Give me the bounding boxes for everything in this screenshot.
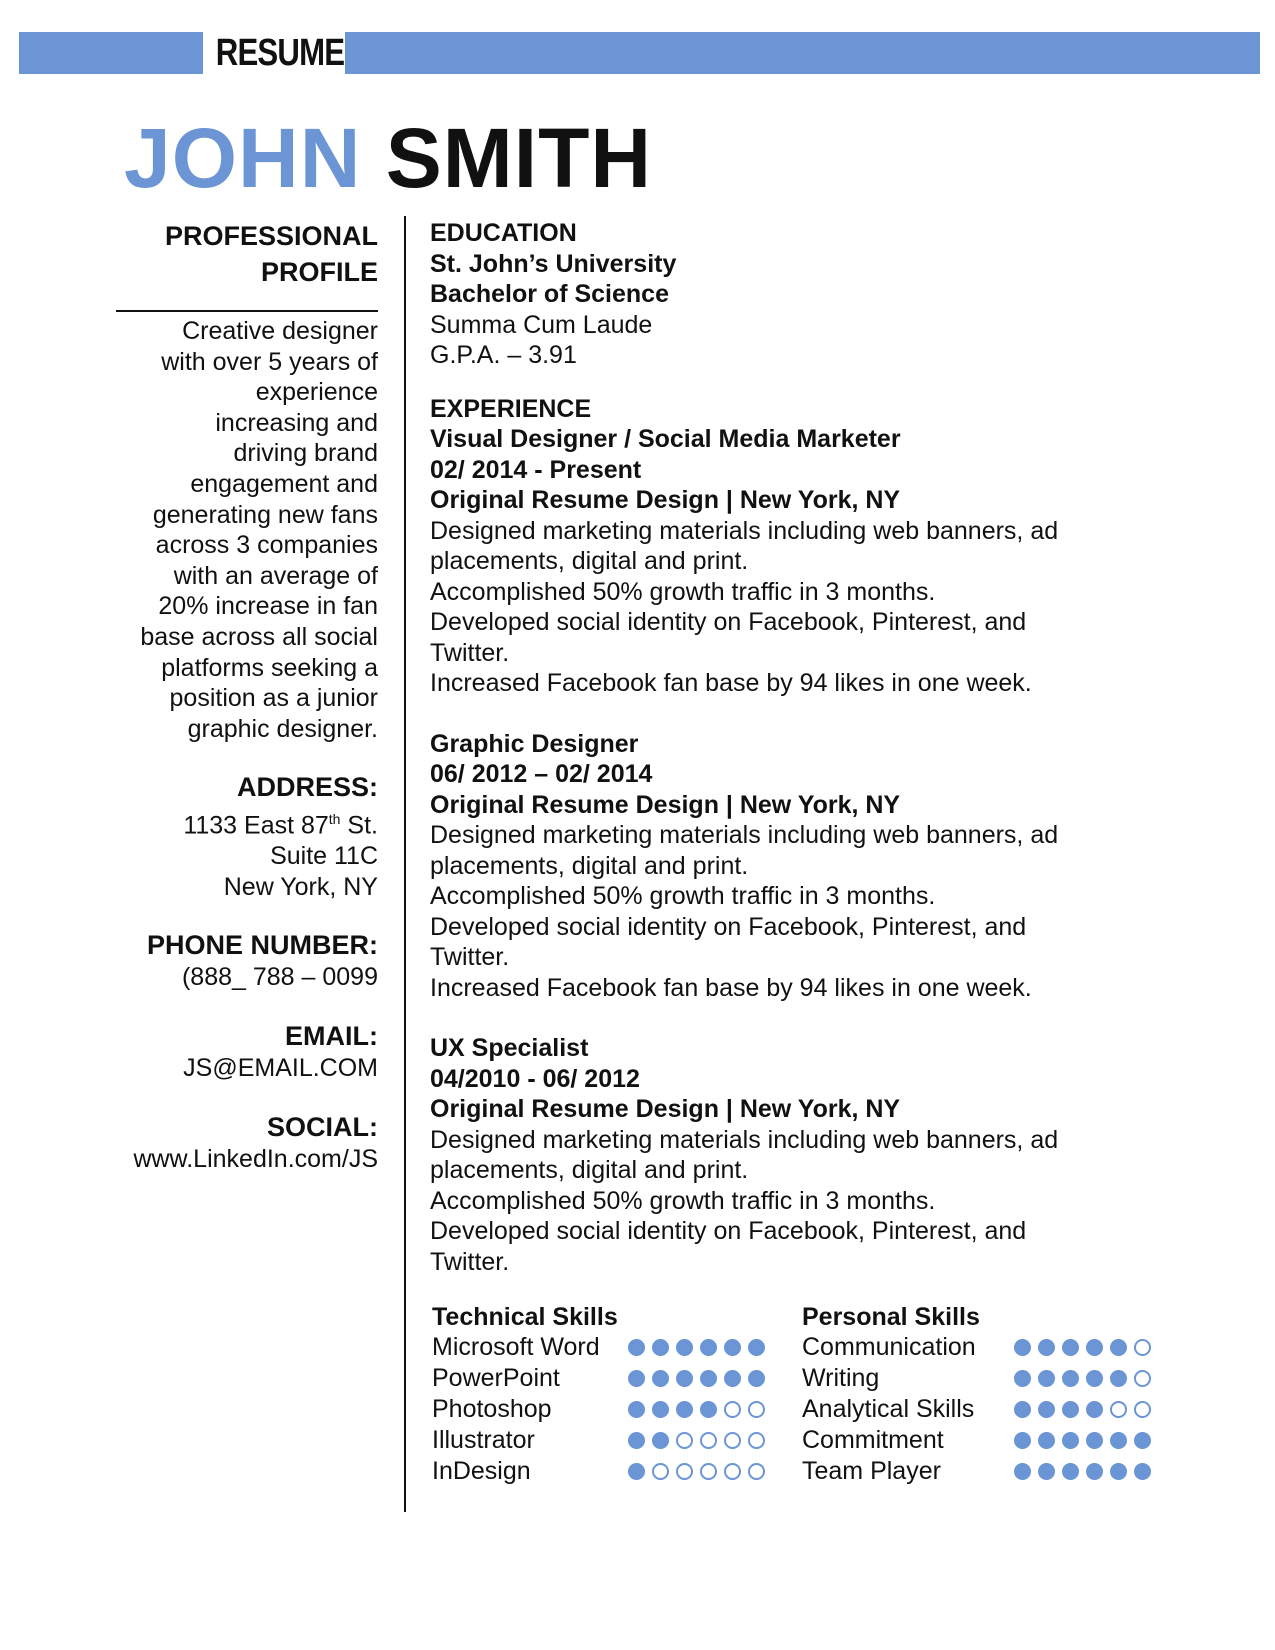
email-block bbox=[100, 1019, 378, 1084]
rating-dot-filled bbox=[700, 1339, 717, 1356]
rating-dot-empty bbox=[700, 1432, 717, 1449]
technical-skills-heading: Technical Skills bbox=[432, 1303, 618, 1331]
rating-dot-filled bbox=[1062, 1463, 1079, 1480]
job-detail-line: Designed marketing materials including web banners, ad bbox=[430, 1125, 1059, 1154]
phone-block bbox=[100, 928, 378, 993]
profile-line: with over 5 years of bbox=[161, 347, 378, 376]
skill-name: InDesign bbox=[432, 1457, 531, 1485]
rating-dot-empty bbox=[748, 1432, 765, 1449]
job-detail-line: Twitter. bbox=[430, 638, 510, 667]
profile-line: Creative designer bbox=[182, 317, 378, 345]
personal-skills-heading: Personal Skills bbox=[802, 1303, 980, 1331]
profile-heading bbox=[100, 218, 378, 290]
rating-dot-filled bbox=[1110, 1339, 1127, 1356]
rating-dot-filled bbox=[676, 1401, 693, 1418]
last-name: SMITH bbox=[385, 111, 653, 205]
job-company: Original Resume Design | New York, NY bbox=[430, 1095, 901, 1123]
profile-line: base across all social bbox=[140, 622, 378, 651]
skill-rating bbox=[628, 1432, 772, 1449]
address-heading: ADDRESS: bbox=[236, 772, 378, 803]
job-detail-line: placements, digital and print. bbox=[430, 1156, 749, 1184]
skill-rating bbox=[628, 1339, 772, 1356]
education-school: St. John’s University bbox=[430, 249, 677, 278]
rating-dot-filled bbox=[1014, 1370, 1031, 1387]
address-line: New York, NY bbox=[223, 872, 378, 901]
job-detail-line: Increased Facebook fan base by 94 likes in one week. bbox=[430, 973, 1032, 1002]
skill-name: Microsoft Word bbox=[432, 1333, 600, 1361]
rating-dot-filled bbox=[628, 1339, 645, 1356]
rating-dot-filled bbox=[724, 1370, 741, 1387]
rating-dot-filled bbox=[652, 1339, 669, 1356]
rating-dot-filled bbox=[628, 1401, 645, 1418]
phone-heading: PHONE NUMBER: bbox=[146, 930, 378, 961]
rating-dot-filled bbox=[1014, 1432, 1031, 1449]
rating-dot-filled bbox=[1086, 1432, 1103, 1449]
main-content bbox=[430, 218, 1250, 1277]
job-detail-line: Developed social identity on Facebook, Pinterest, and bbox=[430, 912, 1027, 941]
education-honors: Summa Cum Laude bbox=[430, 310, 653, 339]
technical-skills bbox=[432, 1302, 792, 1487]
job-detail-line: Designed marketing materials including web banners, ad bbox=[430, 516, 1059, 545]
job-detail-line: placements, digital and print. bbox=[430, 547, 749, 575]
skill-row bbox=[802, 1394, 1182, 1425]
skill-row bbox=[802, 1363, 1182, 1394]
job-entry bbox=[430, 729, 1250, 1004]
job-detail-line: Developed social identity on Facebook, Pinterest, and bbox=[430, 1217, 1027, 1245]
skill-row bbox=[432, 1363, 792, 1394]
profile-text bbox=[100, 316, 378, 744]
job-detail-line: Twitter. bbox=[430, 943, 510, 971]
job-detail-line: placements, digital and print. bbox=[430, 851, 749, 880]
address-block bbox=[100, 770, 378, 902]
social-block bbox=[100, 1110, 378, 1175]
skill-row bbox=[432, 1425, 792, 1456]
rating-dot-empty bbox=[1110, 1401, 1127, 1418]
job-dates: 02/ 2014 - Present bbox=[430, 455, 642, 484]
skill-name: Photoshop bbox=[432, 1395, 552, 1423]
skill-rating bbox=[628, 1401, 772, 1418]
job-detail-line: Increased Facebook fan base by 94 likes in one week. bbox=[430, 669, 1032, 697]
skill-row bbox=[432, 1332, 792, 1363]
rating-dot-empty bbox=[676, 1432, 693, 1449]
resume-label: RESUME bbox=[215, 32, 345, 74]
rating-dot-empty bbox=[724, 1401, 741, 1418]
rating-dot-empty bbox=[652, 1463, 669, 1480]
profile-line: position as a junior bbox=[169, 684, 378, 713]
job-detail-line: Designed marketing materials including web banners, ad bbox=[430, 821, 1059, 849]
job-company: Original Resume Design | New York, NY bbox=[430, 486, 901, 514]
rating-dot-filled bbox=[1038, 1463, 1055, 1480]
rating-dot-filled bbox=[1086, 1339, 1103, 1356]
rating-dot-filled bbox=[748, 1339, 765, 1356]
email-address[interactable]: JS@EMAIL.COM bbox=[183, 1054, 378, 1083]
rating-dot-filled bbox=[1134, 1432, 1151, 1449]
skill-rating bbox=[1014, 1370, 1158, 1387]
header-bar-right bbox=[345, 32, 1260, 74]
candidate-name bbox=[124, 108, 652, 208]
skill-row bbox=[432, 1394, 792, 1425]
rating-dot-filled bbox=[1062, 1401, 1079, 1418]
profile-line: engagement and bbox=[190, 469, 378, 498]
job-detail-line: Accomplished 50% growth traffic in 3 months. bbox=[430, 882, 936, 910]
skill-name: PowerPoint bbox=[432, 1364, 560, 1392]
job-entry bbox=[430, 1033, 1250, 1277]
column-divider bbox=[404, 216, 406, 1512]
rating-dot-filled bbox=[1014, 1463, 1031, 1480]
rating-dot-filled bbox=[652, 1401, 669, 1418]
rating-dot-filled bbox=[1110, 1463, 1127, 1480]
address-line: Suite 11C bbox=[270, 842, 378, 871]
social-link[interactable]: www.LinkedIn.com/JS bbox=[133, 1144, 378, 1173]
job-detail-line: Twitter. bbox=[430, 1247, 510, 1276]
rating-dot-filled bbox=[1134, 1463, 1151, 1480]
profile-line: platforms seeking a bbox=[161, 653, 378, 682]
skill-name: Analytical Skills bbox=[802, 1395, 975, 1423]
rating-dot-filled bbox=[700, 1401, 717, 1418]
rating-dot-filled bbox=[1062, 1432, 1079, 1449]
rating-dot-filled bbox=[1062, 1339, 1079, 1356]
profile-heading-line: PROFILE bbox=[260, 257, 378, 287]
education-heading: EDUCATION bbox=[430, 219, 577, 247]
profile-line: 20% increase in fan bbox=[158, 592, 378, 621]
profile-rule bbox=[116, 310, 378, 312]
rating-dot-filled bbox=[1110, 1432, 1127, 1449]
profile-line: driving brand bbox=[233, 439, 378, 468]
rating-dot-filled bbox=[1062, 1370, 1079, 1387]
experience-section bbox=[430, 394, 1250, 1278]
profile-line: experience bbox=[255, 378, 378, 407]
rating-dot-empty bbox=[724, 1463, 741, 1480]
rating-dot-empty bbox=[748, 1463, 765, 1480]
rating-dot-empty bbox=[1134, 1339, 1151, 1356]
rating-dot-filled bbox=[628, 1432, 645, 1449]
rating-dot-empty bbox=[1134, 1370, 1151, 1387]
job-dates: 06/ 2012 – 02/ 2014 bbox=[430, 760, 653, 788]
profile-line: generating new fans bbox=[152, 500, 378, 529]
social-heading: SOCIAL: bbox=[267, 1111, 378, 1142]
rating-dot-filled bbox=[676, 1370, 693, 1387]
rating-dot-filled bbox=[1086, 1370, 1103, 1387]
profile-heading-line: PROFESSIONAL bbox=[164, 221, 378, 251]
rating-dot-filled bbox=[1038, 1339, 1055, 1356]
personal-skills bbox=[802, 1302, 1182, 1487]
skill-name: Writing bbox=[802, 1364, 880, 1392]
rating-dot-filled bbox=[652, 1432, 669, 1449]
rating-dot-filled bbox=[1014, 1339, 1031, 1356]
rating-dot-filled bbox=[1014, 1401, 1031, 1418]
job-title: Graphic Designer bbox=[430, 729, 639, 758]
rating-dot-filled bbox=[652, 1370, 669, 1387]
address-street: 1133 East 87 bbox=[183, 811, 329, 840]
profile-line: across 3 companies bbox=[155, 531, 378, 560]
job-dates: 04/2010 - 06/ 2012 bbox=[430, 1064, 640, 1093]
phone-number: (888_ 788 – 0099 bbox=[181, 963, 378, 992]
email-heading: EMAIL: bbox=[285, 1021, 378, 1052]
sidebar bbox=[100, 218, 378, 1174]
job-list bbox=[430, 424, 1250, 1277]
profile-line: graphic designer. bbox=[187, 714, 378, 743]
rating-dot-filled bbox=[676, 1339, 693, 1356]
skill-rating bbox=[1014, 1401, 1158, 1418]
job-title: Visual Designer / Social Media Marketer bbox=[430, 425, 901, 453]
rating-dot-filled bbox=[628, 1463, 645, 1480]
skill-name: Team Player bbox=[802, 1457, 941, 1485]
rating-dot-filled bbox=[1086, 1401, 1103, 1418]
rating-dot-empty bbox=[676, 1463, 693, 1480]
rating-dot-filled bbox=[1110, 1370, 1127, 1387]
education-gpa: G.P.A. – 3.91 bbox=[430, 341, 577, 369]
rating-dot-filled bbox=[628, 1370, 645, 1387]
header-bar-left bbox=[19, 32, 203, 74]
job-detail-line: Accomplished 50% growth traffic in 3 months. bbox=[430, 577, 936, 606]
skill-rating bbox=[628, 1463, 772, 1480]
skill-rating bbox=[1014, 1432, 1158, 1449]
education-section bbox=[430, 218, 1250, 371]
rating-dot-filled bbox=[724, 1339, 741, 1356]
skill-rating bbox=[1014, 1463, 1158, 1480]
job-company: Original Resume Design | New York, NY bbox=[430, 790, 901, 819]
skill-row bbox=[432, 1456, 792, 1487]
rating-dot-filled bbox=[1038, 1370, 1055, 1387]
job-detail-line: Accomplished 50% growth traffic in 3 months. bbox=[430, 1186, 936, 1215]
profile-line: with an average of bbox=[173, 561, 378, 590]
address-line bbox=[100, 804, 378, 841]
skill-row bbox=[802, 1332, 1182, 1363]
skill-rating bbox=[628, 1370, 772, 1387]
education-degree: Bachelor of Science bbox=[430, 280, 669, 308]
rating-dot-filled bbox=[1086, 1463, 1103, 1480]
rating-dot-empty bbox=[748, 1401, 765, 1418]
profile-line: increasing and bbox=[215, 408, 378, 437]
skill-row bbox=[802, 1425, 1182, 1456]
rating-dot-filled bbox=[700, 1370, 717, 1387]
job-title: UX Specialist bbox=[430, 1034, 589, 1062]
skill-name: Illustrator bbox=[432, 1426, 535, 1454]
address-street-end: St. bbox=[340, 811, 378, 840]
rating-dot-empty bbox=[1134, 1401, 1151, 1418]
skill-rating bbox=[1014, 1339, 1158, 1356]
rating-dot-filled bbox=[1038, 1401, 1055, 1418]
rating-dot-filled bbox=[748, 1370, 765, 1387]
skill-name: Commitment bbox=[802, 1426, 944, 1454]
job-detail-line: Developed social identity on Facebook, Pinterest, and bbox=[430, 608, 1027, 636]
address-suffix: th bbox=[328, 811, 341, 828]
skill-name: Communication bbox=[802, 1333, 976, 1361]
rating-dot-empty bbox=[700, 1463, 717, 1480]
rating-dot-empty bbox=[724, 1432, 741, 1449]
job-entry bbox=[430, 424, 1250, 699]
skill-row bbox=[802, 1456, 1182, 1487]
experience-heading: EXPERIENCE bbox=[430, 394, 592, 423]
first-name: JOHN bbox=[124, 111, 362, 205]
rating-dot-filled bbox=[1038, 1432, 1055, 1449]
